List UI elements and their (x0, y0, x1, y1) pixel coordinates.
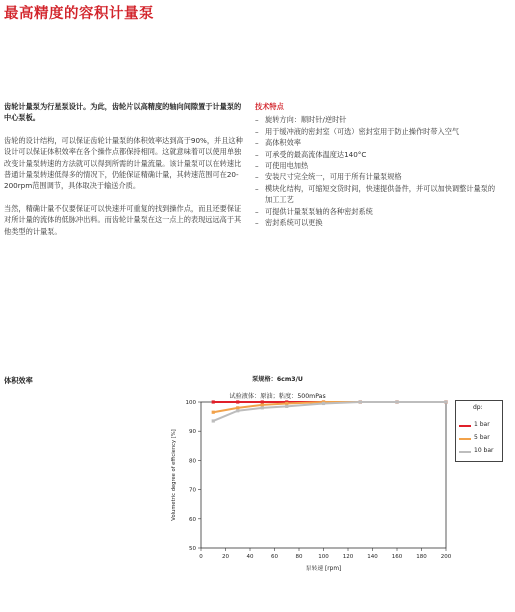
series-line-2 (213, 402, 446, 421)
data-point (444, 400, 447, 403)
data-point (236, 409, 239, 412)
data-point (212, 400, 215, 403)
data-point (359, 400, 362, 403)
y-tick-label: 100 (185, 400, 196, 406)
feature-item: – 用于缓冲液的密封室（可选）密封室用于防止操作时带入空气 (255, 126, 500, 137)
x-tick-label: 100 (318, 554, 329, 560)
intro-lead: 齿轮计量泵为行星泵设计。为此，齿轮片以高精度的轴向间隙置于计量泵的中心泵板。 (4, 102, 242, 123)
feature-item: – 密封系统可以更换 (255, 217, 500, 228)
x-tick-label: 60 (271, 554, 278, 560)
legend-item-5bar (459, 434, 501, 444)
x-tick-label: 180 (416, 554, 427, 560)
feature-item: – 模块化结构，可缩短交货时间，快速提供备件，并可以加快调整计量泵的加工工艺 (255, 183, 500, 206)
legend-label: 5 bar (474, 434, 490, 441)
data-point (285, 402, 288, 405)
legend-swatch (459, 425, 471, 427)
page-title: 最高精度的容积计量泵 (4, 6, 154, 22)
plot-frame (201, 402, 446, 548)
intro-paragraph-2: 齿轮的设计结构，可以保证齿轮计量泵的体积效率达到高于90%，并且这种设计可以保证体积效率在各个操作点都保持相同。这就意味着可以使用单独改变计量泵转速的方法就可以得到所需的计量流量。该计量泵可以在转速比普通计量泵转速低得多的情况下，仍能保证精确计量，其转速范围可在20-200rpm范围调节，具体取决于输送介质。 (4, 135, 243, 191)
legend-item-10bar (459, 447, 501, 457)
y-axis-label: Volumetric degree of efficiency [%] (171, 429, 177, 521)
legend-title: dp: (473, 404, 483, 411)
data-point (261, 400, 264, 403)
y-tick-label: 50 (189, 546, 196, 552)
feature-item: – 安装尺寸完全统一，可用于所有计量泵规格 (255, 171, 500, 182)
x-tick-label: 160 (391, 554, 403, 560)
x-tick-label: 140 (367, 554, 378, 560)
y-tick-label: 90 (189, 429, 196, 436)
y-tick-label: 80 (189, 458, 196, 465)
y-tick-label: 70 (189, 487, 196, 494)
data-point (322, 402, 325, 405)
chart-subtitle: 试验液体：原油；粘度：500mPas (229, 393, 326, 400)
x-tick-label: 0 (199, 554, 203, 560)
x-tick-label: 40 (246, 554, 254, 560)
feature-item: – 可提供计量泵泵轴的各种密封系统 (255, 206, 500, 217)
feature-item: – 旋转方向：顺时针/逆时针 (255, 114, 500, 125)
feature-item: – 高体积效率 (255, 137, 500, 148)
data-point (212, 411, 215, 414)
data-point (236, 406, 239, 409)
x-tick-label: 120 (342, 554, 354, 560)
feature-item: – 可使用电加热 (255, 160, 500, 171)
feature-item: – 可承受的最高流体温度达140°C (255, 149, 500, 160)
x-tick-label: 200 (440, 554, 452, 560)
data-point (261, 403, 264, 406)
features-heading: 技术特点 (255, 102, 284, 111)
legend-item-1bar (459, 421, 501, 431)
chart-legend (455, 400, 503, 462)
data-point (395, 400, 398, 403)
legend-swatch (459, 451, 471, 453)
data-point (261, 406, 264, 409)
intro-paragraph-3: 当然，精确计量不仅要保证可以快速并可重复的找到操作点，而且还要保证对所计量的流体的低脉冲出料。而齿轮计量泵在这一点上的表现远远高于其他类型的计量泵。 (4, 203, 242, 236)
data-point (236, 400, 239, 403)
legend-label: 1 bar (474, 421, 490, 428)
data-point (212, 419, 215, 422)
chart-title: 泵规格：6cm3/U (252, 376, 303, 383)
data-point (285, 405, 288, 408)
x-axis-label: 泵转速 [rpm] (305, 566, 342, 572)
x-tick-label: 20 (222, 554, 229, 560)
y-tick-label: 60 (189, 516, 196, 523)
x-tick-label: 80 (295, 554, 303, 560)
efficiency-section-label: 体积效率 (4, 376, 33, 385)
legend-label: 10 bar (474, 447, 494, 454)
legend-swatch (459, 438, 471, 440)
